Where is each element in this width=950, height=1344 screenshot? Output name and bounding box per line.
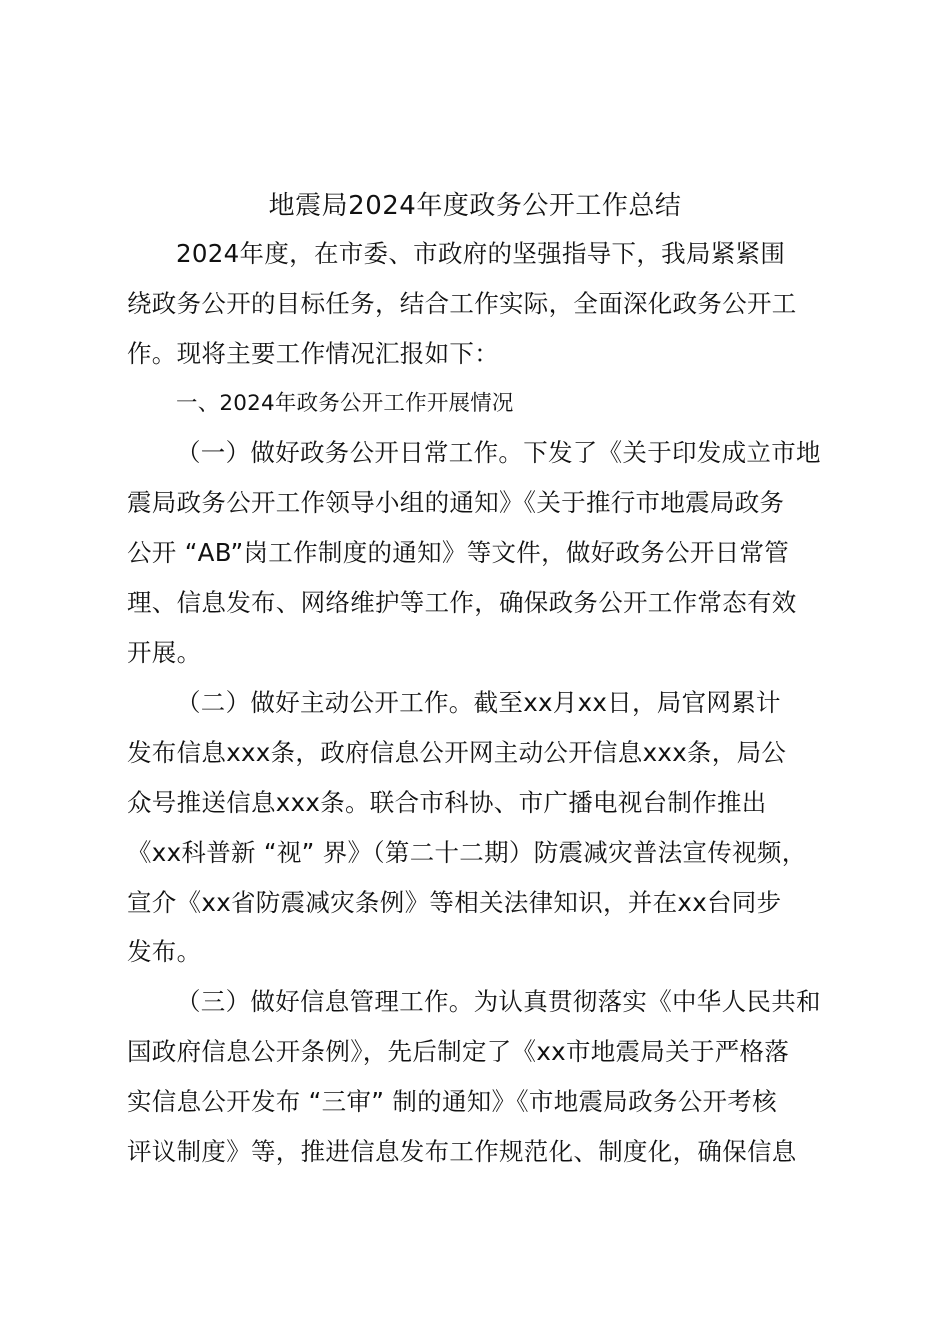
paragraph-2-line-4: 《xx科普新 “视” 界》（第二十二期）防震减灾普法宣传视频，	[127, 838, 807, 867]
section-heading-1: 一、2024年政务公开工作开展情况	[176, 391, 514, 416]
paragraph-1-line-3: 公开 “AB”岗工作制度的通知》等文件，做好政务公开日常管	[127, 538, 790, 567]
paragraph-2-line-6: 发布。	[127, 937, 202, 966]
paragraph-1-line-2: 震局政务公开工作领导小组的通知》《关于推行市地震局政务	[127, 488, 785, 517]
paragraph-intro-line-1: 2024年度，在市委、市政府的坚强指导下，我局紧紧围	[176, 239, 786, 268]
paragraph-2-line-1: （二）做好主动公开工作。截至xx月xx日，局官网累计	[176, 688, 781, 717]
paragraph-3-line-1: （三）做好信息管理工作。为认真贯彻落实《中华人民共和	[176, 987, 821, 1016]
paragraph-2-line-2: 发布信息xxx条，政府信息公开网主动公开信息xxx条，局公	[127, 738, 787, 767]
paragraph-1-line-5: 开展。	[127, 638, 202, 667]
paragraph-3-line-2: 国政府信息公开条例》，先后制定了《xx市地震局关于严格落	[127, 1037, 790, 1066]
document-title: 地震局2024年度政务公开工作总结	[268, 191, 682, 221]
paragraph-1-line-1: （一）做好政务公开日常工作。下发了《关于印发成立市地	[176, 438, 821, 467]
paragraph-intro-line-2: 绕政务公开的目标任务，结合工作实际，全面深化政务公开工	[127, 289, 797, 318]
paragraph-2-line-5: 宣介《xx省防震减灾条例》等相关法律知识，并在xx台同步	[127, 888, 782, 917]
paragraph-intro-line-3: 作。现将主要工作情况汇报如下：	[127, 339, 499, 368]
paragraph-3-line-4: 评议制度》等，推进信息发布工作规范化、制度化，确保信息	[127, 1137, 797, 1166]
paragraph-2-line-3: 众号推送信息xxx条。联合市科协、市广播电视台制作推出	[127, 788, 767, 817]
paragraph-1-line-4: 理、信息发布、网络维护等工作，确保政务公开工作常态有效	[127, 588, 797, 617]
paragraph-3-line-3: 实信息公开发布 “三审” 制的通知》《市地震局政务公开考核	[127, 1087, 777, 1116]
